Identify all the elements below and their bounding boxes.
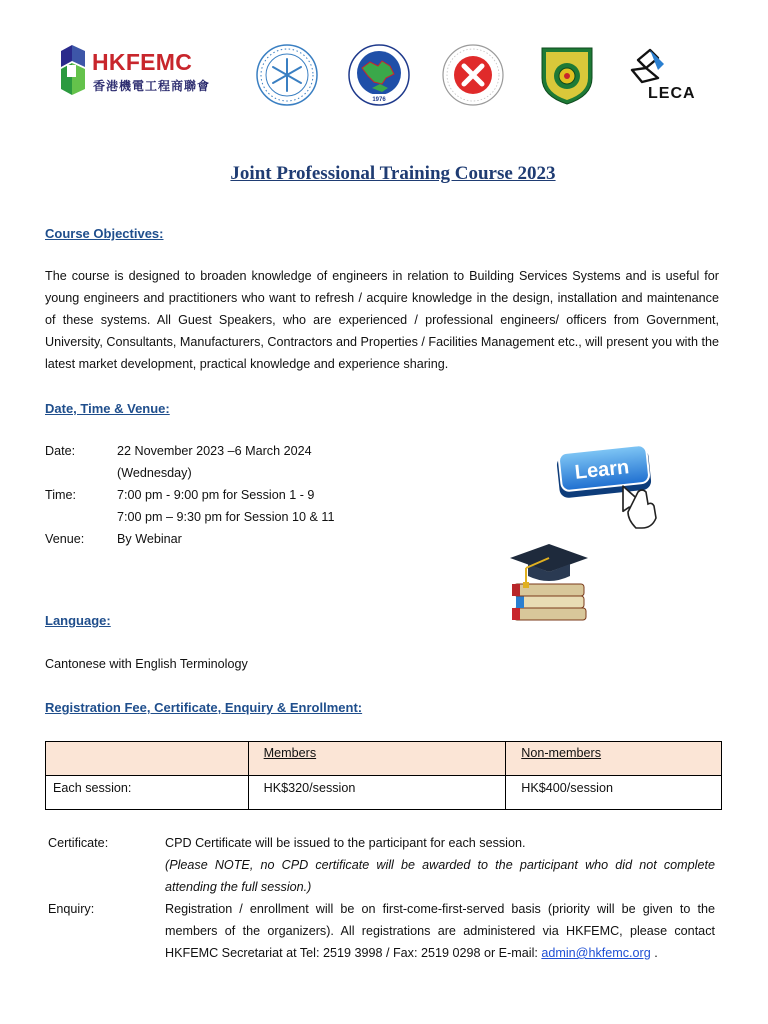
enquiry-text (165, 898, 715, 964)
hkfemc-logo (58, 45, 228, 99)
course-objectives-text: The course is designed to broaden knowledge of engineers in relation to Building Services Systems and is useful for young engineers and practitioners who want to refresh / acquire knowledge in the design, installation and maintenance of these systems. All Guest Speakers, who are experienced / professional engineers/ officers from Government, University, Consultants, Manufacturers, Contractors and Properties / Facilities Management etc., will present you with the latest market development, practical knowledge and experience sharing. (45, 269, 719, 371)
enquiry-email-link[interactable]: admin@hkfemc.org (541, 946, 651, 960)
venue-label: Venue: (45, 532, 85, 546)
snowflake-seal-icon (256, 44, 318, 106)
learn-button-text: Learn (573, 456, 631, 484)
fee-table (45, 741, 722, 810)
hkfemc-chinese-name: 香港機電工程商聯會 (93, 79, 211, 93)
fee-members-value: HK$320/session (248, 776, 506, 810)
globe-map-seal-icon (348, 44, 410, 106)
leca-text: LECA (648, 85, 696, 102)
enquiry-end: . (650, 946, 658, 960)
language-heading: Language: (45, 613, 111, 628)
seal-year: 1976 (372, 97, 386, 103)
language-text: Cantonese with English Terminology (45, 657, 248, 671)
fee-header-non-members: Non-members (506, 742, 722, 776)
certificate-label: Certificate: (48, 836, 109, 850)
red-x-seal-icon (442, 44, 504, 106)
hkfemc-cube-icon (58, 45, 88, 97)
enquiry-label: Enquiry: (48, 902, 95, 916)
graduation-cap-books-icon (506, 540, 592, 626)
leca-logo-icon (628, 44, 704, 106)
enquiry-body: Registration / enrollment will be on first-come-first-served basis (priority will be given to the members of the organizers). All registrations are administered via HKFEMC, please contact HKFEMC Secretariat at Tel: 2519 3998 / Fax: 2519 0298 or E-mail: (165, 902, 715, 960)
schedule-heading: Date, Time & Venue: (45, 401, 170, 416)
fee-row-label: Each session: (46, 776, 249, 810)
date-note: (Wednesday) (117, 466, 192, 480)
certificate-note: (Please NOTE, no CPD certificate will be awarded to the participant who did not complete attending the full session.) (165, 858, 715, 894)
date-value: 22 November 2023 –6 March 2024 (117, 444, 312, 458)
fee-table-header-row (46, 742, 722, 776)
time-value-2: 7:00 pm – 9:30 pm for Session 10 & 11 (117, 510, 335, 524)
time-label: Time: (45, 488, 77, 502)
certificate-text: CPD Certificate will be issued to the participant for each session. (165, 836, 526, 850)
table-row (46, 776, 722, 810)
hkfemc-name: HKFEMC (92, 49, 193, 75)
venue-value: By Webinar (117, 532, 182, 546)
fee-header-empty (46, 742, 249, 776)
green-crest-seal-icon (536, 44, 598, 106)
date-label: Date: (45, 444, 76, 458)
registration-heading: Registration Fee, Certificate, Enquiry & Enrollment: (45, 700, 363, 715)
fee-header-members: Members (248, 742, 506, 776)
logo-strip (0, 40, 768, 110)
course-objectives-heading: Course Objectives: (45, 226, 164, 241)
learn-button-cursor-icon (556, 446, 676, 532)
fee-non-members-value: HK$400/session (506, 776, 722, 810)
page-title: Joint Professional Training Course 2023 (230, 163, 556, 184)
time-value-1: 7:00 pm - 9:00 pm for Session 1 - 9 (117, 488, 315, 502)
